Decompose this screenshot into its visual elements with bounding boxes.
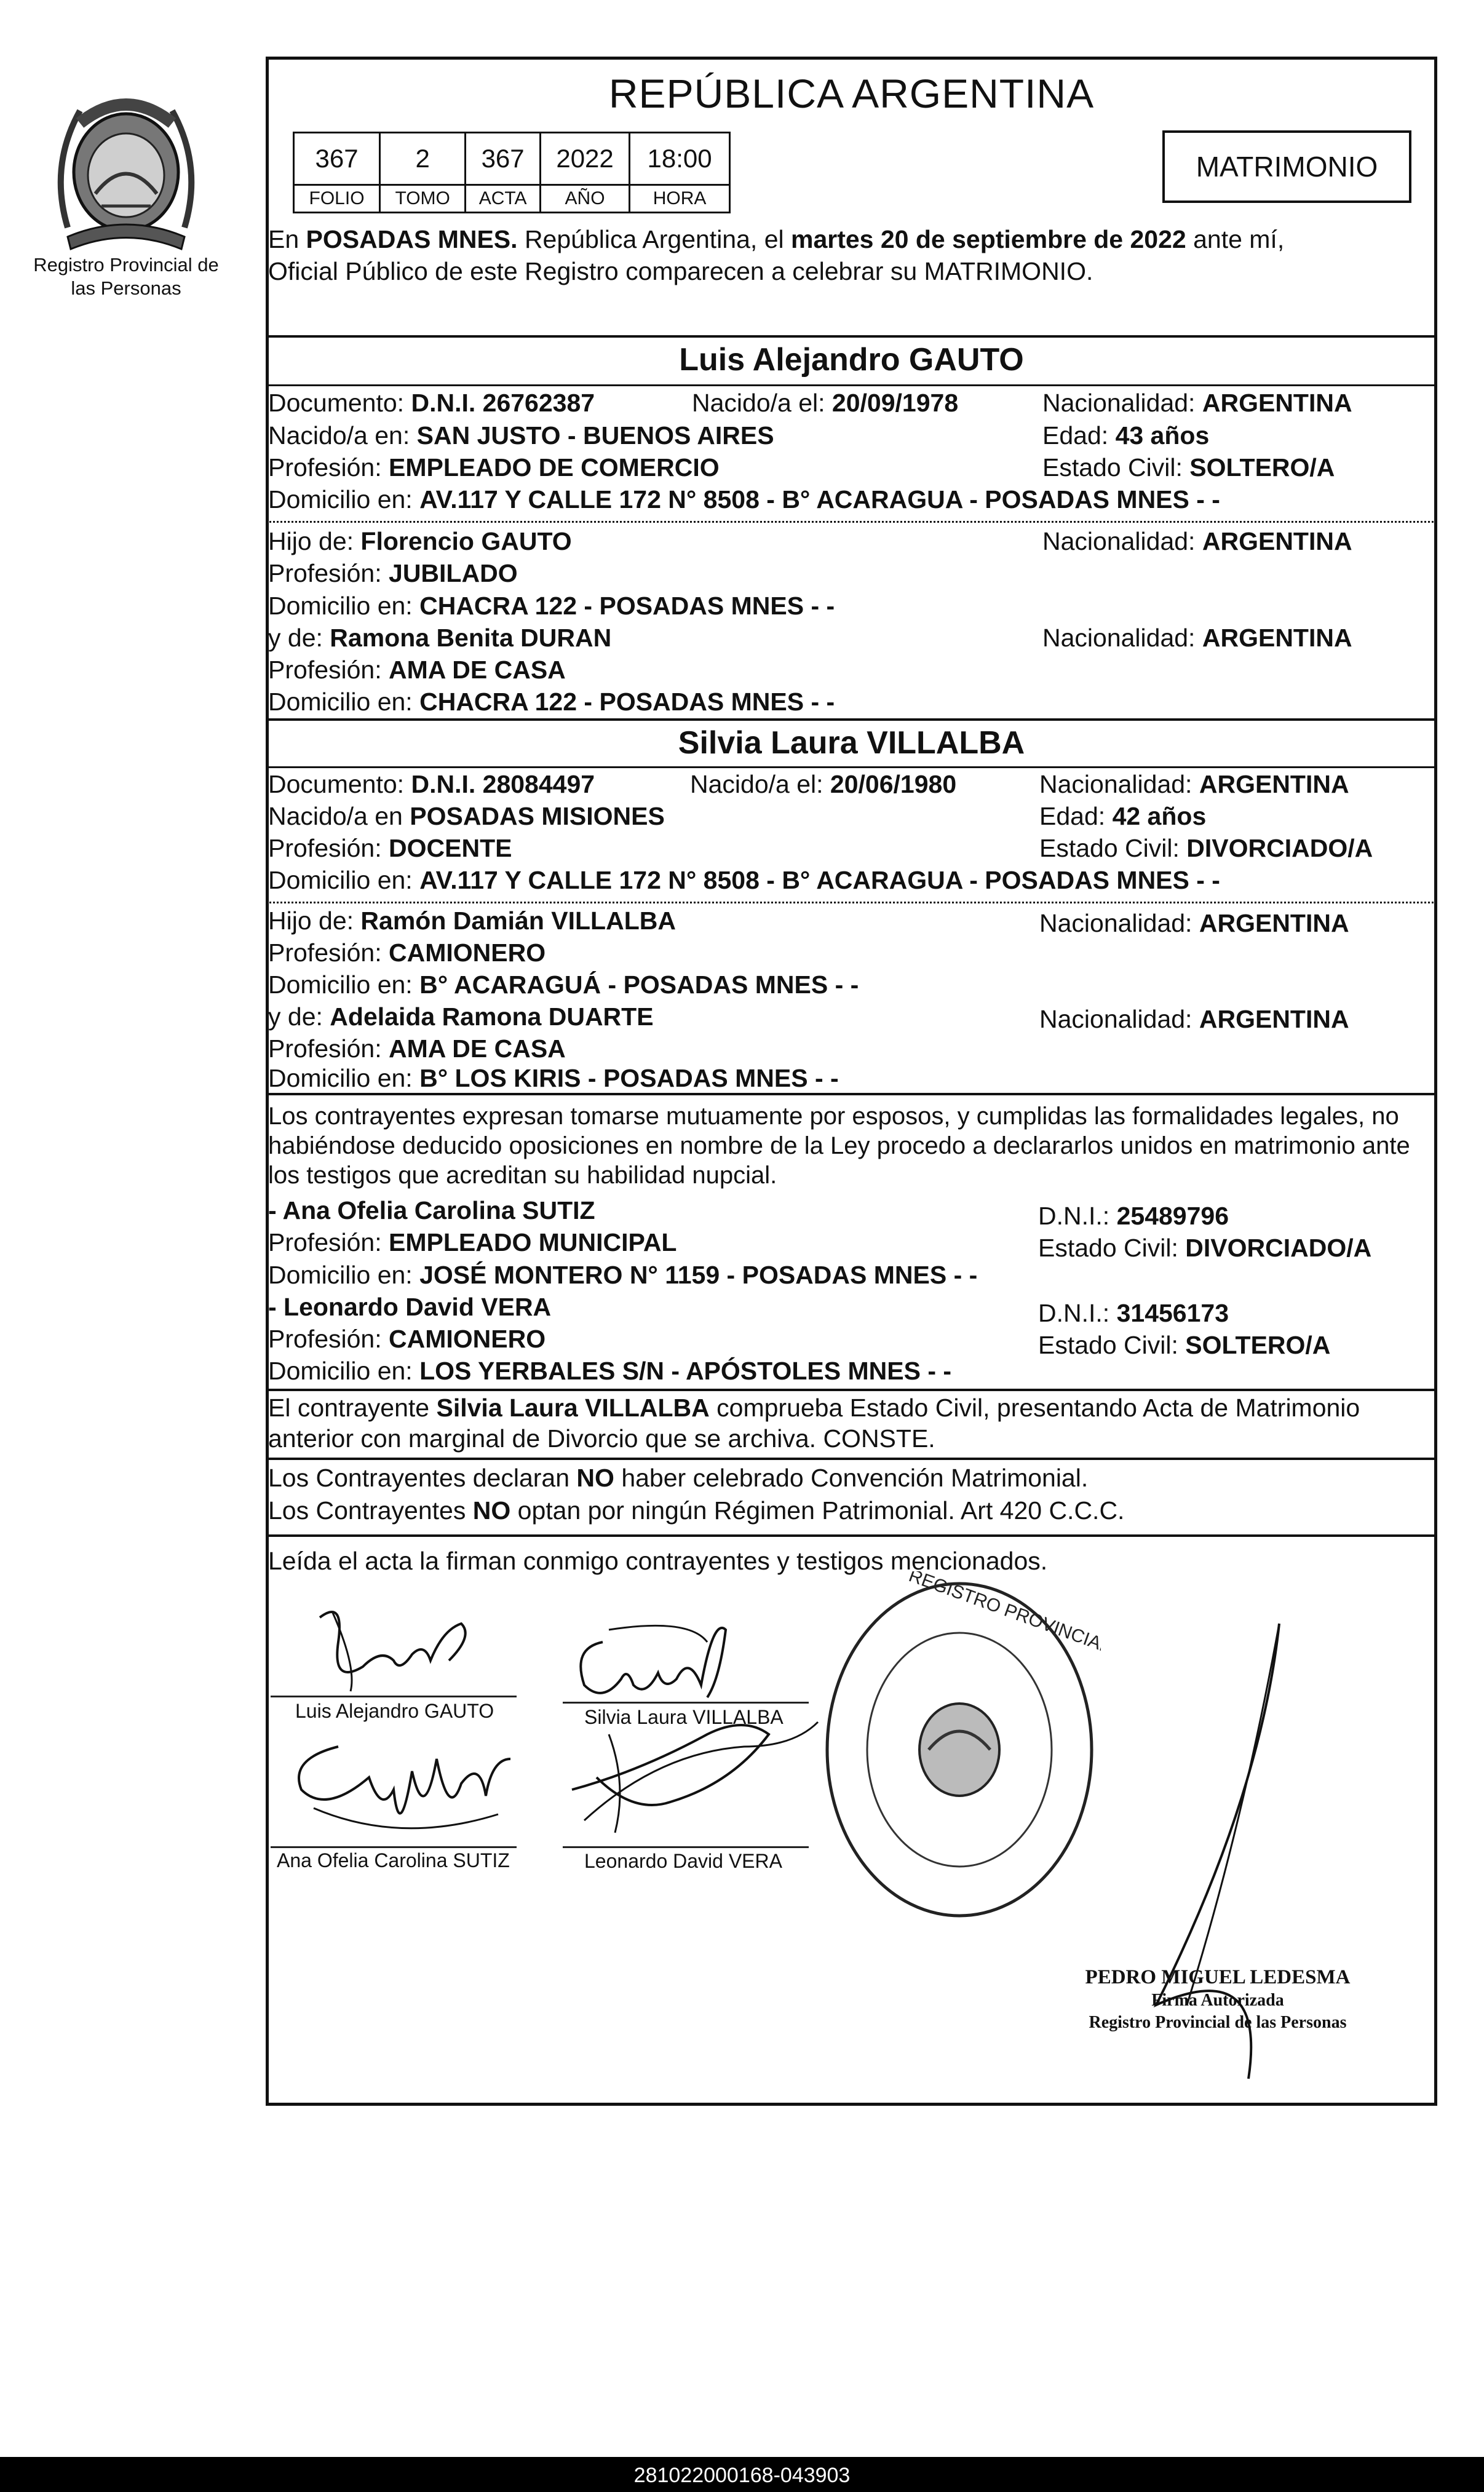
closing-statement: Leída el acta la firman conmigo contrayentes y testigos mencionados. [268, 1547, 1048, 1575]
declaration-line-1: Los contrayentes expresan tomarse mutuamente por esposos, y cumplidas las formalidades legales, no [268, 1103, 1399, 1130]
groom-civil-status: Estado Civil: SOLTERO/A [1042, 453, 1335, 482]
note-line-2: anterior con marginal de Divorcio que se archiva. CONSTE. [268, 1424, 935, 1453]
witness-1-signature-caption: Ana Ofelia Carolina SUTIZ [277, 1849, 510, 1871]
groom-father-profession: Profesión: JUBILADO [268, 559, 518, 587]
groom-name: Luis Alejandro GAUTO [679, 342, 1024, 378]
hora-value: 18:00 [630, 133, 730, 185]
bride-birthdate: Nacido/a el: 20/06/1980 [690, 770, 957, 798]
groom-birthdate: Nacido/a el: 20/09/1978 [692, 389, 959, 417]
registry-stamp [818, 1571, 1101, 1946]
groom-address: Domicilio en: AV.117 Y CALLE 172 N° 8508 - B° ACARAGUA - POSADAS MNES - - [268, 485, 1220, 514]
divider [266, 521, 1437, 523]
document-id: 281022000168-043903 [633, 2464, 851, 2487]
bride-mother: y de: Adelaida Ramona DUARTE [268, 1002, 654, 1031]
witness-2-signature-line [563, 1846, 809, 1848]
divider [266, 1534, 1437, 1537]
divider [266, 902, 1437, 903]
seal-caption: Registro Provincial de las Personas [33, 254, 219, 299]
groom-mother-nationality: Nacionalidad: ARGENTINA [1042, 624, 1352, 652]
divider [266, 384, 1437, 386]
groom-profession: Profesión: EMPLEADO DE COMERCIO [268, 453, 720, 482]
groom-document: Documento: D.N.I. 26762387 [268, 389, 595, 417]
bride-age: Edad: 42 años [1039, 802, 1207, 830]
bride-name: Silvia Laura VILLALBA [678, 725, 1025, 761]
regime-line-1: Los Contrayentes declaran NO haber celebrado Convención Matrimonial. [268, 1464, 1089, 1492]
divider [266, 1093, 1437, 1095]
declaration-line-2: habiéndose deducido oposiciones en nombre de la Ley procedo a declararlos unidos en matrimonio ante [268, 1132, 1410, 1159]
hora-label: HORA [630, 185, 730, 213]
divider [266, 335, 1437, 338]
bride-mother-profession: Profesión: AMA DE CASA [268, 1034, 566, 1063]
bride-profession: Profesión: DOCENTE [268, 834, 512, 862]
intro-line-1: En POSADAS MNES. República Argentina, el martes 20 de septiembre de 2022 ante mí, [268, 225, 1285, 253]
divider [266, 1458, 1437, 1460]
witness-2-address: Domicilio en: LOS YERBALES S/N - APÓSTOLES MNES - - [268, 1357, 952, 1385]
witness-1-civil-status: Estado Civil: DIVORCIADO/A [1038, 1234, 1372, 1262]
groom-nationality: Nacionalidad: ARGENTINA [1042, 389, 1352, 417]
record-reference-table [293, 132, 731, 210]
tomo-value: 2 [380, 133, 466, 185]
svg-text:REGISTRO PROVINCIAL: REGISTRO PROVINCIAL [906, 1571, 1101, 1657]
divider [266, 766, 1437, 768]
tomo-label: TOMO [380, 185, 466, 213]
groom-signature [308, 1593, 492, 1704]
bride-document: Documento: D.N.I. 28084497 [268, 770, 595, 798]
anio-value: 2022 [540, 133, 629, 185]
witness-2-profession: Profesión: CAMIONERO [268, 1325, 546, 1353]
folio-value: 367 [294, 133, 380, 185]
bride-nationality: Nacionalidad: ARGENTINA [1039, 770, 1349, 798]
groom-signature-caption: Luis Alejandro GAUTO [295, 1700, 494, 1722]
witness-1-address: Domicilio en: JOSÉ MONTERO N° 1159 - POSADAS MNES - - [268, 1261, 978, 1289]
authority-office: Registro Provincial de las Personas [1089, 2013, 1347, 2032]
page-title: REPÚBLICA ARGENTINA [608, 71, 1095, 116]
folio-label: FOLIO [294, 185, 380, 213]
bride-civil-status: Estado Civil: DIVORCIADO/A [1039, 834, 1373, 862]
divider [266, 718, 1437, 721]
bride-father: Hijo de: Ramón Damián VILLALBA [268, 907, 676, 935]
declaration-line-3: los testigos que acreditan su habilidad nupcial. [268, 1162, 777, 1189]
groom-signature-line [271, 1696, 517, 1697]
province-seal-icon [43, 86, 209, 252]
acta-label: ACTA [466, 185, 541, 213]
regime-line-2: Los Contrayentes NO optan por ningún Régimen Patrimonial. Art 420 C.C.C. [268, 1496, 1125, 1525]
groom-age: Edad: 43 años [1042, 421, 1210, 450]
groom-father-address: Domicilio en: CHACRA 122 - POSADAS MNES - - [268, 592, 835, 620]
witness-2-name: - Leonardo David VERA [268, 1293, 552, 1321]
witness-2-dni: D.N.I.: 31456173 [1038, 1299, 1229, 1327]
note-line-1: El contrayente Silvia Laura VILLALBA comprueba Estado Civil, presentando Acta de Matrimonio [268, 1394, 1360, 1422]
intro-line-2: Oficial Público de este Registro comparecen a celebrar su MATRIMONIO. [268, 257, 1093, 285]
authority-role: Firma Autorizada [1151, 1991, 1284, 2010]
divider [266, 1389, 1437, 1391]
groom-father: Hijo de: Florencio GAUTO [268, 527, 572, 555]
registry-stamp-icon [818, 1571, 1101, 1946]
witness-1-signature [277, 1722, 523, 1863]
witness-1-profession: Profesión: EMPLEADO MUNICIPAL [268, 1228, 677, 1256]
witness-2-signature [547, 1697, 830, 1845]
bride-address: Domicilio en: AV.117 Y CALLE 172 N° 8508 - B° ACARAGUA - POSADAS MNES - - [268, 866, 1220, 894]
witness-1-dni: D.N.I.: 25489796 [1038, 1202, 1229, 1230]
groom-mother-profession: Profesión: AMA DE CASA [268, 656, 566, 684]
record-kind: MATRIMONIO [1162, 130, 1411, 203]
bride-father-address: Domicilio en: B° ACARAGUÁ - POSADAS MNES - - [268, 970, 859, 999]
province-seal [43, 86, 209, 252]
bride-father-profession: Profesión: CAMIONERO [268, 938, 546, 967]
bride-father-nationality: Nacionalidad: ARGENTINA [1039, 909, 1349, 937]
authority-name: PEDRO MIGUEL LEDESMA [1085, 1966, 1351, 1988]
bride-mother-address: Domicilio en: B° LOS KIRIS - POSADAS MNES - - [268, 1064, 839, 1092]
witness-1-name: - Ana Ofelia Carolina SUTIZ [268, 1196, 595, 1224]
groom-father-nationality: Nacionalidad: ARGENTINA [1042, 527, 1352, 555]
witness-2-civil-status: Estado Civil: SOLTERO/A [1038, 1331, 1331, 1359]
official-signature [1095, 1611, 1378, 2140]
groom-mother: y de: Ramona Benita DURAN [268, 624, 612, 652]
authorized-signature-block [1058, 1965, 1378, 2034]
bride-birthplace: Nacido/a en POSADAS MISIONES [268, 802, 665, 830]
groom-mother-address: Domicilio en: CHACRA 122 - POSADAS MNES - - [268, 688, 835, 716]
anio-label: AÑO [540, 185, 629, 213]
groom-birthplace: Nacido/a en: SAN JUSTO - BUENOS AIRES [268, 421, 774, 450]
bride-signature-caption: Silvia Laura VILLALBA [584, 1706, 784, 1728]
acta-value: 367 [466, 133, 541, 185]
witness-2-signature-caption: Leonardo David VERA [584, 1850, 782, 1872]
bride-mother-nationality: Nacionalidad: ARGENTINA [1039, 1005, 1349, 1033]
